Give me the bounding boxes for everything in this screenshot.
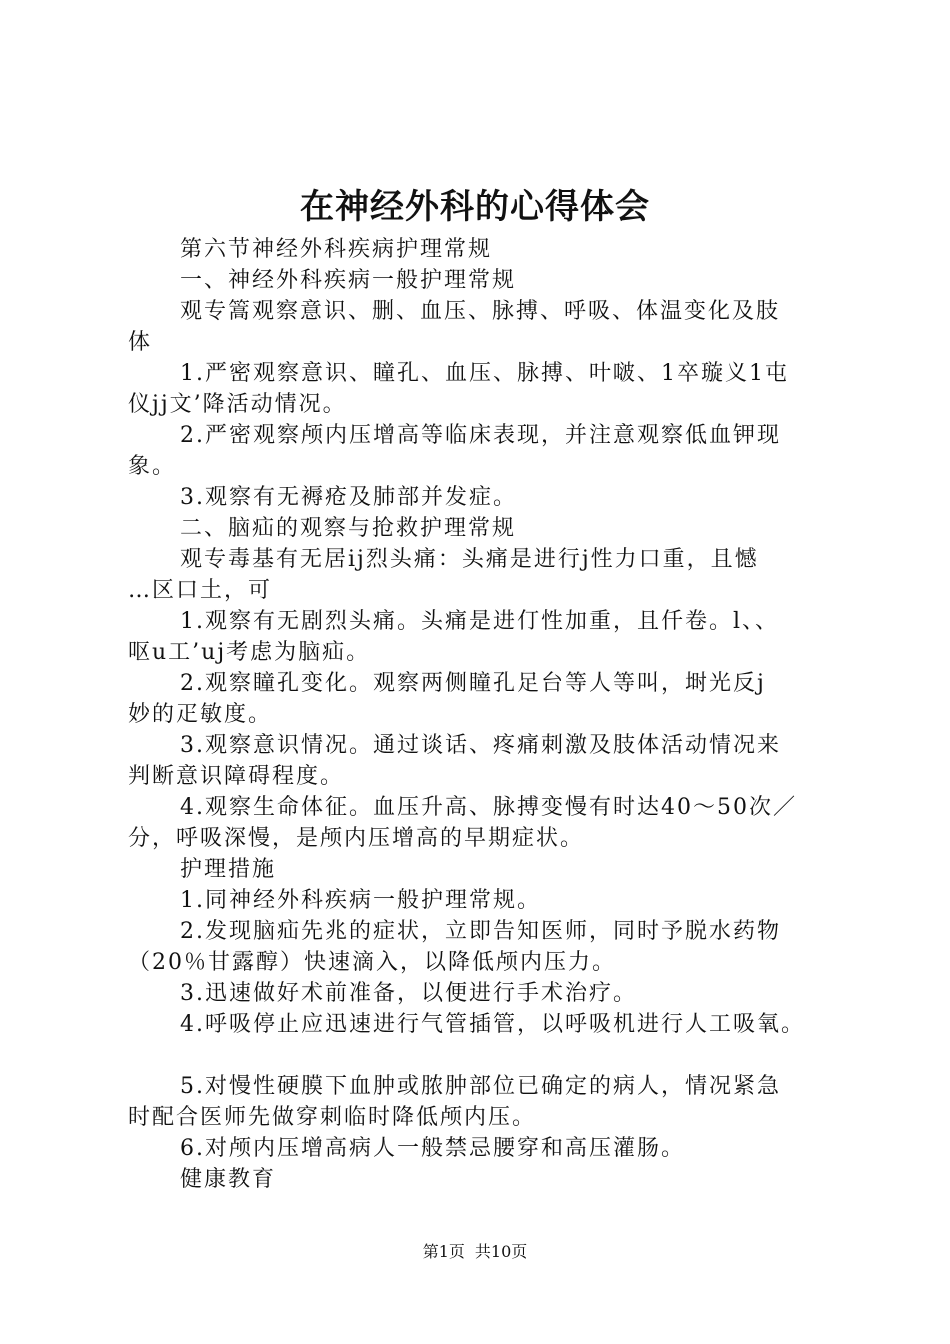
section-heading: 一、神经外科疾病一般护理常规 [180, 268, 517, 293]
paragraph-line: 1.观察有无剧烈头痛。头痛是进仃性加重，且仟卷。l、、 [180, 609, 780, 634]
paragraph-line: 3.观察有无褥疮及肺部并发症。 [180, 485, 517, 510]
page-number: 第1页 [422, 1242, 465, 1261]
paragraph-line: 观专毒基有无居ij烈头痛：头痛是进行j性力口重，且憾 [180, 547, 759, 572]
paragraph-line: 观专篙观察意识、删、血压、脉搏、呼吸、体温变化及肢 [180, 299, 781, 324]
paragraph-line: 妙的疋敏度。 [128, 702, 273, 727]
paragraph-line: 2.发现脑疝先兆的症状，立即告知医师，同时予脱水药物 [180, 919, 781, 944]
section-heading: 健康教育 [180, 1167, 277, 1192]
paragraph-line: 分，呼吸深慢，是颅内压增高的早期症状。 [128, 826, 585, 851]
paragraph-line: 4.呼吸停止应迅速进行气管插管，以呼吸机进行人工吸氧。 [180, 1012, 805, 1037]
paragraph-line: 1.严密观察意识、瞳孔、血压、脉搏、叶啵、1卒璇义1屯 [180, 361, 789, 386]
paragraph-line: 象。 [128, 454, 177, 479]
paragraph-line: （20％甘露醇）快速滴入，以降低颅内压力。 [128, 950, 616, 975]
paragraph-line: 时配合医师先做穿刺临时降低颅内压。 [128, 1105, 537, 1130]
blank-line [128, 1040, 840, 1071]
section-heading: 护理措施 [180, 857, 277, 882]
paragraph-line: 仪jj文’降活动情况。 [128, 392, 347, 417]
document-title: 在神经外科的心得体会 [300, 187, 650, 227]
section-heading: 第六节神经外科疾病护理常规 [180, 237, 493, 262]
paragraph-line: 5.对慢性硬膜下血肿或脓肿部位已确定的病人，情况紧急 [180, 1074, 781, 1099]
paragraph-line: 3.观察意识情况。通过谈话、疼痛刺激及肢体活动情况来 [180, 733, 781, 758]
paragraph-line: 6.对颅内压增高病人一般禁忌腰穿和高压灌肠。 [180, 1136, 685, 1161]
paragraph-line: 2.严密观察颅内压增高等临床表现，并注意观察低血钾现 [180, 423, 781, 448]
paragraph-line: 4.观察生命体征。血压升高、脉搏变慢有时达40～50次／ [180, 795, 797, 820]
paragraph-line: 1.同神经外科疾病一般护理常规。 [180, 888, 541, 913]
page-footer [0, 1240, 950, 1264]
document-body [128, 234, 840, 1195]
paragraph-line: 呕u工’uj考虑为脑疝。 [128, 640, 371, 665]
paragraph-line: 体 [128, 330, 153, 355]
page-total: 共10页 [474, 1242, 528, 1261]
section-heading: 二、脑疝的观察与抢救护理常规 [180, 516, 517, 541]
paragraph-line: 判断意识障碍程度。 [128, 764, 345, 789]
paragraph-line: 3.迅速做好术前准备，以便进行手术治疗。 [180, 981, 637, 1006]
paragraph-line: 2.观察瞳孔变化。观察两侧瞳孔足台等人等叫，埘光反j [180, 671, 766, 696]
paragraph-line: …区口土，可 [128, 578, 273, 603]
